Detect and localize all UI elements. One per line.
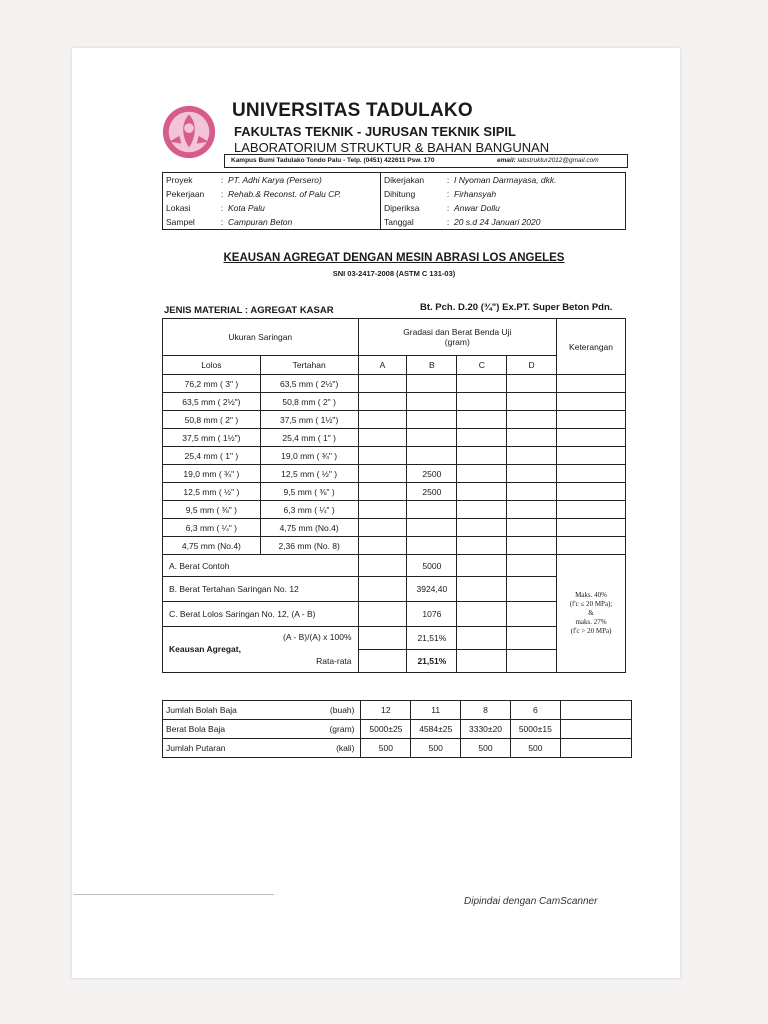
grade-b-cell [407,447,457,465]
header-a: A [358,356,407,375]
colon: : [446,203,450,213]
tertahan-cell: 50,8 mm ( 2" ) [260,393,358,411]
grade-d-cell [507,447,557,465]
header-lolos: Lolos [163,356,261,375]
cell [457,627,507,650]
dikerjakan-value: I Nyoman Darmayasa, dkk. [452,173,626,188]
cell [507,555,557,577]
ball-d: 5000±15 [510,720,560,739]
address-text: Kampus Bumi Tadulako Tondo Palu - Telp. (0451) 422611 Psw. 170 [231,157,435,164]
formula-value: 21,51% [407,627,457,650]
dihitung-label: Dihitung [381,187,445,201]
grade-b-cell: 2500 [407,483,457,501]
colon: : [444,215,452,230]
keterangan-cell [557,501,626,519]
ball-unit: (buah) [283,701,361,720]
tertahan-cell: 9,5 mm ( ⅜" ) [260,483,358,501]
ball-row [163,701,632,720]
diperiksa-value: Anwar Dollu [452,201,626,215]
sampel-value: Campuran Beton [226,215,381,230]
grade-c-cell [457,375,507,393]
project-info-table [162,172,626,230]
ket-line-5: (f'c > 20 MPa) [570,627,612,635]
berat-tertahan-label: B. Berat Tertahan Saringan No. 12 [163,577,359,602]
dikerjakan-label: Dikerjakan [381,173,445,188]
ball-label: Berat Bola Baja [163,720,284,739]
tanggal-value: 20 s.d 24 Januari 2020 [452,215,626,230]
cell [457,602,507,627]
ball-empty [560,739,631,758]
header-gradasi-line1: Gradasi dan Berat Benda Uji [403,327,512,337]
grade-c-cell [457,429,507,447]
keterangan-cell [557,375,626,393]
lolos-cell: 9,5 mm ( ⅜" ) [163,501,261,519]
material-source: Bt. Pch. D.20 (¾") Ex.PT. Super Beton Pdn. [420,302,613,313]
grade-c-cell [457,393,507,411]
formula-label: (A - B)/(A) x 100% [283,632,352,642]
colon: : [218,215,226,230]
cell [507,577,557,602]
ball-empty [560,701,631,720]
tertahan-cell: 63,5 mm ( 2½") [260,375,358,393]
standard-reference: SNI 03-2417-2008 (ASTM C 131-03) [332,269,456,278]
proyek-label: Proyek [163,173,219,188]
lolos-cell: 76,2 mm ( 3" ) [163,375,261,393]
dihitung-value: Firhansyah [452,187,626,201]
header-c: C [457,356,507,375]
keterangan-cell [557,447,626,465]
keterangan-cell [557,519,626,537]
grade-b-cell [407,411,457,429]
ball-d: 6 [510,701,560,720]
gradation-table [162,318,626,673]
ball-b: 500 [411,739,461,758]
ball-b: 11 [411,701,461,720]
grade-c-cell [457,519,507,537]
grade-a-cell [358,447,407,465]
sampel-label: Sampel [163,215,219,230]
cell [457,555,507,577]
gradation-row [163,519,626,537]
grade-b-cell [407,537,457,555]
tertahan-cell: 37,5 mm ( 1½") [260,411,358,429]
header-gradasi [358,319,557,356]
gradation-row [163,393,626,411]
ball-unit: (gram) [283,720,361,739]
tertahan-cell: 25,4 mm ( 1" ) [260,429,358,447]
grade-b-cell [407,429,457,447]
gradation-row [163,429,626,447]
grade-a-cell [358,537,407,555]
keausan-label: Keausan Agregat, [169,644,241,654]
ball-c: 500 [461,739,511,758]
grade-a-cell [358,483,407,501]
contact-bar [224,154,628,168]
grade-d-cell [507,465,557,483]
pekerjaan-value: Rehab.& Reconst. of Palu CP. [226,187,381,201]
ball-a: 500 [361,739,411,758]
ball-row [163,720,632,739]
university-logo-icon [160,103,218,161]
lolos-cell: 12,5 mm ( ½" ) [163,483,261,501]
pekerjaan-label: Pekerjaan [163,187,219,201]
cell [457,577,507,602]
grade-c-cell [457,483,507,501]
email-line [497,155,599,167]
grade-d-cell [507,411,557,429]
diperiksa-label: Diperiksa [381,201,445,215]
grade-d-cell [507,375,557,393]
header-tertahan: Tertahan [260,356,358,375]
lokasi-label: Lokasi [163,201,219,215]
grade-d-cell [507,501,557,519]
header-gradasi-line2: (gram) [444,337,470,347]
grade-d-cell [507,537,557,555]
ket-line-3: & [588,609,594,617]
cell [358,627,407,650]
university-name: UNIVERSITAS TADULAKO [232,100,473,121]
ball-unit: (kali) [283,739,361,758]
gradation-row [163,447,626,465]
colon: : [444,173,452,188]
grade-a-cell [358,393,407,411]
grade-b-cell [407,519,457,537]
colon: : [446,189,450,199]
ball-c: 3330±20 [461,720,511,739]
grade-c-cell [457,537,507,555]
cell [358,577,407,602]
grade-d-cell [507,429,557,447]
keterangan-cell [557,411,626,429]
rata-value: 21,51% [407,650,457,673]
gradation-row [163,501,626,519]
tertahan-cell: 12,5 mm ( ½" ) [260,465,358,483]
berat-contoh-label: A. Berat Contoh [163,555,359,577]
tertahan-cell: 19,0 mm ( ¾" ) [260,447,358,465]
lolos-cell: 63,5 mm ( 2½") [163,393,261,411]
email-link[interactable]: labstruktur2012@gmail.com [517,157,599,164]
ball-empty [560,720,631,739]
grade-a-cell [358,519,407,537]
keterangan-cell [557,429,626,447]
colon: : [220,189,224,199]
grade-c-cell [457,465,507,483]
lolos-cell: 6,3 mm ( ¼" ) [163,519,261,537]
grade-b-cell [407,375,457,393]
gradation-row [163,483,626,501]
material-type: JENIS MATERIAL : AGREGAT KASAR [164,305,334,316]
grade-c-cell [457,501,507,519]
page-edge-line [74,894,274,895]
grade-c-cell [457,411,507,429]
header-ukuran-saringan: Ukuran Saringan [163,319,359,356]
ket-line-2: (f'c ≤ 20 MPa); [569,600,613,608]
grade-b-cell [407,393,457,411]
keterangan-cell [557,537,626,555]
berat-tertahan-value: 3924,40 [407,577,457,602]
ball-a: 12 [361,701,411,720]
cell [507,650,557,673]
berat-lolos-label: C. Berat Lolos Saringan No. 12, (A - B) [163,602,359,627]
header-keterangan: Keterangan [557,319,626,375]
keterangan-cell [557,393,626,411]
document-title: KEAUSAN AGREGAT DENGAN MESIN ABRASI LOS ANGELES [223,252,565,264]
cell [358,650,407,673]
ket-line-1: Maks. 40% [575,591,607,599]
grade-a-cell [358,375,407,393]
laboratory-name: LABORATORIUM STRUKTUR & BAHAN BANGUNAN [234,140,550,155]
lolos-cell: 25,4 mm ( 1" ) [163,447,261,465]
gradation-row [163,411,626,429]
cell [358,602,407,627]
berat-lolos-value: 1076 [407,602,457,627]
faculty-name: FAKULTAS TEKNIK - JURUSAN TEKNIK SIPIL [234,124,516,139]
steel-ball-table [162,700,632,758]
ball-d: 500 [510,739,560,758]
cell [457,650,507,673]
tertahan-cell: 2,36 mm (No. 8) [260,537,358,555]
ball-c: 8 [461,701,511,720]
cell [507,627,557,650]
rata-label: Rata-rata [316,656,352,666]
ket-line-4: maks. 27% [575,618,607,626]
colon: : [218,173,226,188]
ball-b: 4584±25 [411,720,461,739]
proyek-value: PT. Adhi Karya (Persero) [226,173,381,188]
ball-row [163,739,632,758]
grade-a-cell [358,501,407,519]
colon: : [220,203,224,213]
lolos-cell: 4,75 mm (No.4) [163,537,261,555]
cell [358,555,407,577]
grade-d-cell [507,519,557,537]
header-d: D [507,356,557,375]
scanner-watermark: Dipindai dengan CamScanner [464,896,598,907]
keausan-cell [163,627,359,673]
grade-d-cell [507,393,557,411]
lolos-cell: 50,8 mm ( 2" ) [163,411,261,429]
grade-b-cell [407,501,457,519]
lolos-cell: 37,5 mm ( 1½") [163,429,261,447]
grade-d-cell [507,483,557,501]
gradation-row [163,465,626,483]
email-label: email: [497,157,516,164]
header-b: B [407,356,457,375]
keterangan-note [557,555,626,673]
grade-c-cell [457,447,507,465]
keterangan-cell [557,465,626,483]
tanggal-label: Tanggal [381,215,445,230]
ball-label: Jumlah Putaran [163,739,284,758]
grade-a-cell [358,465,407,483]
tertahan-cell: 4,75 mm (No.4) [260,519,358,537]
ball-a: 5000±25 [361,720,411,739]
grade-b-cell: 2500 [407,465,457,483]
cell [507,602,557,627]
lolos-cell: 19,0 mm ( ¾" ) [163,465,261,483]
grade-a-cell [358,429,407,447]
grade-a-cell [358,411,407,429]
gradation-row [163,537,626,555]
berat-contoh-value: 5000 [407,555,457,577]
ball-label: Jumlah Bolah Baja [163,701,284,720]
gradation-row [163,375,626,393]
lokasi-value: Kota Palu [226,201,381,215]
keterangan-cell [557,483,626,501]
tertahan-cell: 6,3 mm ( ¼" ) [260,501,358,519]
